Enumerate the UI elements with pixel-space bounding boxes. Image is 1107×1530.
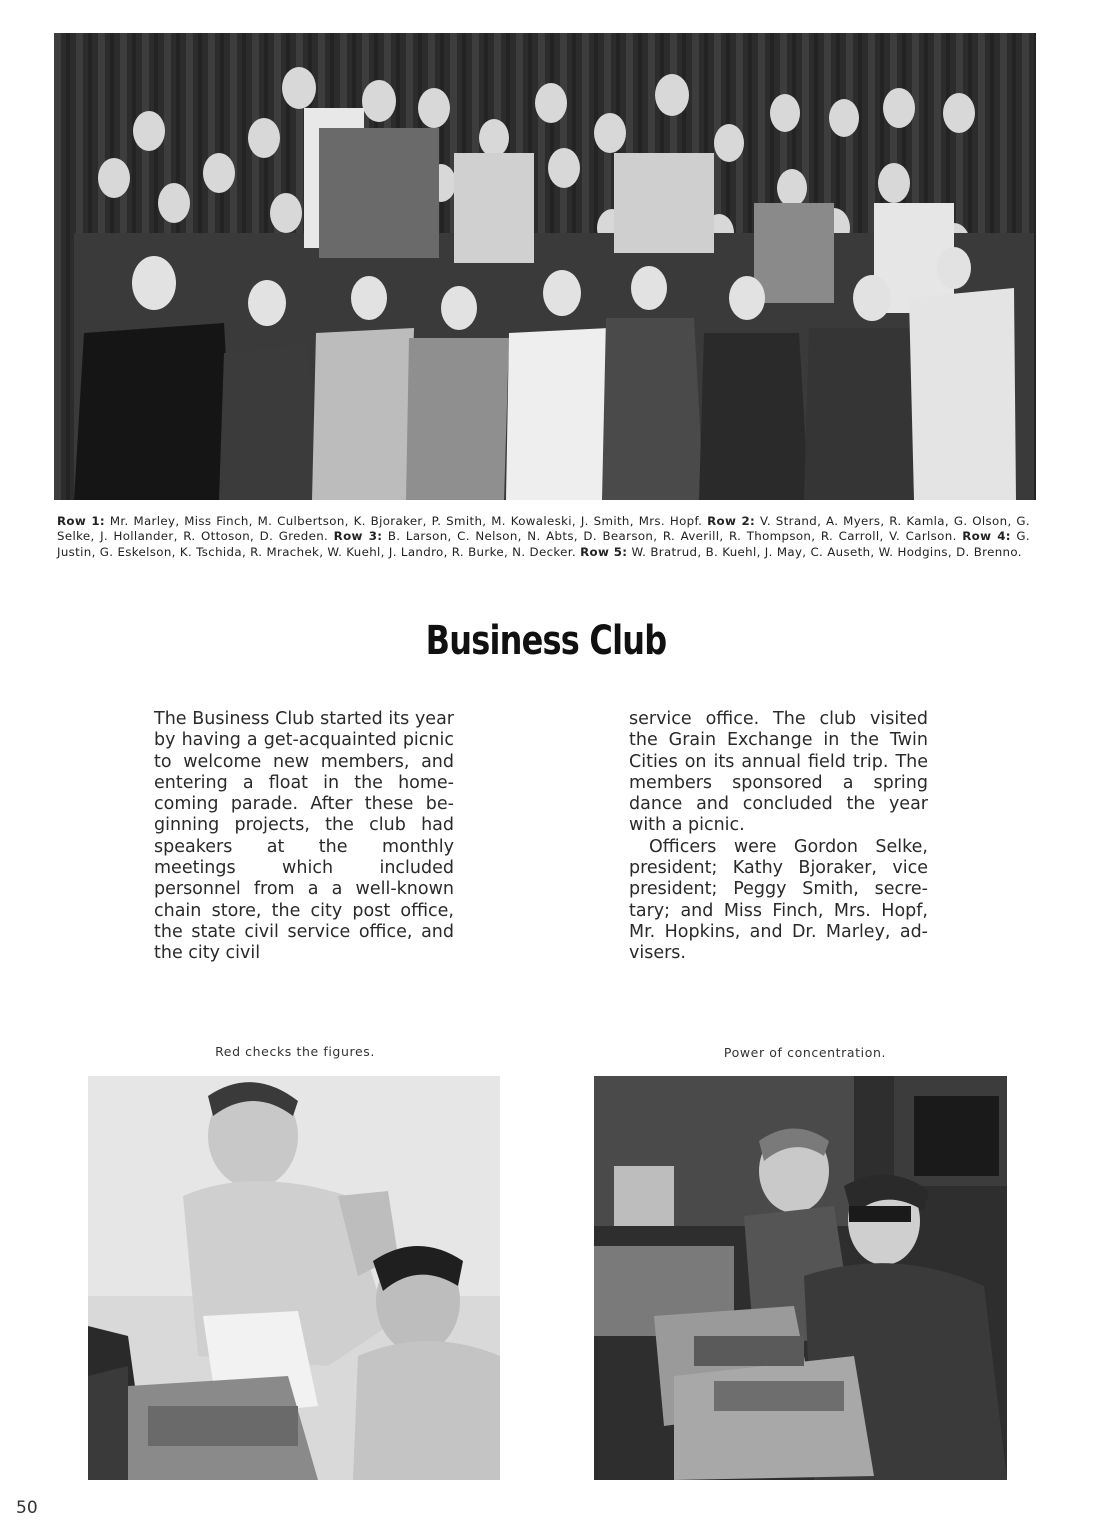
article-paragraph: The Business Club started its year by having a get-acquainted picnic to welcome new members, and entering a float in the home-coming parade. After these be-ginning projects, the club had speakers at the monthly meetings which included personnel from a a well-known chain store, the city post office, the state civil service office, and the city civil <box>154 709 454 964</box>
row5-label: Row 5: <box>580 544 628 559</box>
photo-caption-right: Power of concentration. <box>723 1045 887 1060</box>
photo-left-image <box>88 1076 500 1480</box>
page-title: Business Club <box>425 618 667 664</box>
article-column-right <box>629 709 928 965</box>
row1-names: Mr. Marley, Miss Finch, M. Culbertson, K. Bjoraker, P. Smith, M. Kowaleski, J. Smith, Mrs. Hopf. <box>109 514 703 528</box>
row4-names: G. Justin, G. Eskelson, K. Tschida, R. Mrachek, W. Kuehl, J. Landro, R. Burke, N. Decker. <box>57 529 1030 559</box>
row3-label: Row 3: <box>333 529 383 544</box>
row3-names: B. Larson, C. Nelson, N. Abts, D. Bearson, R. Averill, R. Thompson, R. Carroll, V. Carlson. <box>387 529 957 544</box>
group-photo-image <box>54 33 1036 500</box>
row5-names: W. Bratrud, B. Kuehl, J. May, C. Auseth, W. Hodgins, D. Brenno. <box>631 544 1022 559</box>
row4-label: Row 4: <box>962 529 1011 544</box>
row2-label: Row 2: <box>707 514 756 528</box>
photo-right-image <box>594 1076 1007 1480</box>
photo-left <box>88 1076 500 1480</box>
row2-names: V. Strand, A. Myers, R. Kamla, G. Olson, G. Selke, J. Hollander, R. Ottoson, D. Greden. <box>57 514 1030 544</box>
article-paragraph: service office. The club visited the Grain Exchange in the Twin Cities on its annual field trip. The members sponsored a spring dance and concluded the year with a picnic. <box>629 709 928 836</box>
photo-right <box>594 1076 1007 1480</box>
page-number: 50 <box>16 1498 38 1518</box>
article-paragraph: Officers were Gordon Selke, president; Kathy Bjoraker, vice president; Peggy Smith, secre-tary; and Miss Finch, Mrs. Hopf, Mr. Hopkins, and Dr. Marley, ad-visers. <box>629 836 928 964</box>
article-column-left <box>154 709 454 965</box>
group-photo-caption <box>57 514 1030 560</box>
photo-caption-left: Red checks the figures. <box>215 1044 375 1059</box>
group-photo <box>54 33 1036 500</box>
row1-label: Row 1: <box>57 514 105 528</box>
